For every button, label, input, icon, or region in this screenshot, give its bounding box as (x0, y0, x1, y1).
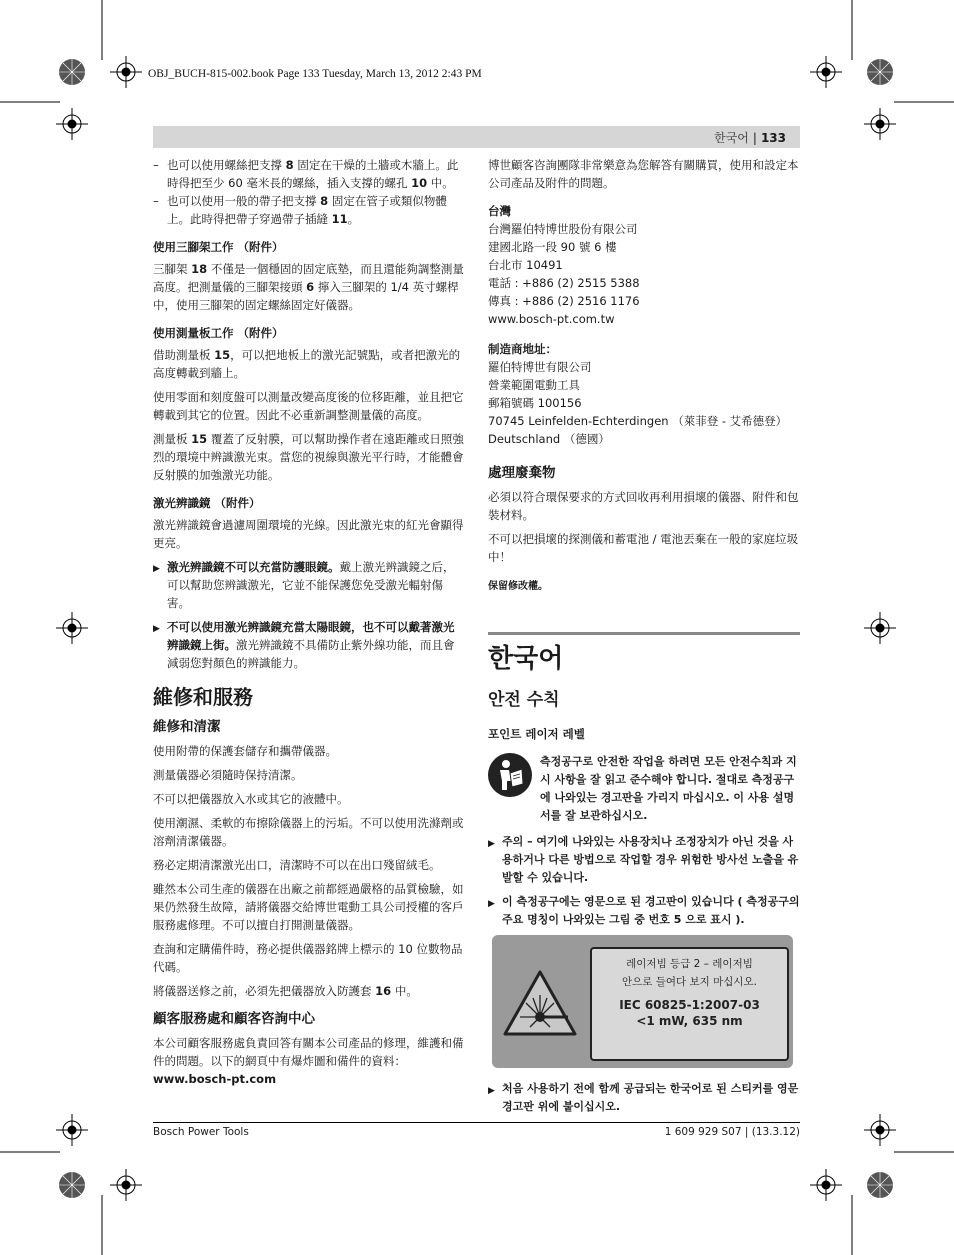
page-number: 133 (760, 131, 786, 145)
warning-item: ▶ 激光辨識鏡不可以充當防護眼鏡。戴上激光辨識鏡之后，可以幫助您辨識激光，它並不能保護您免受激光輻射傷害。 (153, 560, 455, 610)
page-header: 한국어 | 133 (714, 131, 786, 145)
section-title: 維修和服務 (153, 685, 253, 709)
triangle-bullet-icon: ▶ (488, 899, 495, 909)
paragraph: 將儀器送修之前，必須先把儀器放入防護套 16 中。 (153, 984, 418, 998)
laser-warning-sticker (492, 935, 793, 1068)
book-slug: OBJ_BUCH-815-002.book Page 133 Tuesday, March 13, 2012 2:43 PM (148, 68, 482, 80)
section-heading: 激光辨識鏡 （附件） (153, 496, 261, 510)
region-heading: 台灣 (488, 204, 511, 218)
address-line: 70745 Leinfelden-Echterdingen （萊菲登 - 艾希德登） (488, 414, 788, 428)
paragraph: 測量儀器必須隨時保持清潔。 (153, 768, 303, 782)
address-line: 羅伯特博世有限公司 (488, 360, 592, 374)
right-column (488, 156, 800, 1122)
paragraph: 使用附帶的保護套儲存和攜帶儀器。 (153, 744, 337, 758)
warning-text: 측정공구로 안전한 작업을 하려면 모든 안전수칙과 지시 사항을 잘 읽고 준수해야 합니다. 절대로 측정공구에 나와있는 경고판을 가리지 마십시오. 이 사용 설명서를 잘 보관하십시오. (540, 755, 797, 822)
triangle-bullet-icon: ▶ (153, 624, 160, 634)
paragraph: 使用潮濕、柔軟的布擦除儀器上的污垢。不可以使用洗滌劑或溶劑清潔儀器。 (153, 816, 464, 848)
website-link[interactable]: www.bosch-pt.com (153, 1072, 277, 1086)
fax-line: 傳真 : +886 (2) 2516 1176 (488, 294, 640, 308)
section-divider (488, 632, 800, 635)
sticker-label: 레이저빔 등급 2 – 레이저빔 안으로 들여다 보지 마십시오. IEC 60825-1:2007-03 <1 mW, 635 nm (590, 947, 789, 1061)
subject-to-change: 保留修改權。 (488, 581, 548, 592)
footer-divider (153, 1122, 800, 1123)
section-heading: 顧客服務處和顧客咨詢中心 (153, 1011, 315, 1027)
address-line: 台灣羅伯特博世股份有限公司 (488, 222, 638, 236)
language-title: 한국어 (488, 644, 564, 674)
paragraph: 測量板 15 覆蓋了反射膜，可以幫助操作者在遠距離或日照強烈的環境中辨識激光束。當您的視線與激光平行時，才能體會反射膜的加強激光功能。 (153, 432, 464, 482)
section-heading: 使用三腳架工作 （附件） (153, 240, 284, 254)
read-manual-warning (488, 753, 800, 825)
paragraph: 不可以把儀器放入水或其它的液體中。 (153, 792, 349, 806)
footer-doc-number: 1 609 929 S07 | (13.3.12) (664, 1126, 800, 1138)
triangle-bullet-icon: ▶ (488, 1086, 495, 1096)
laser-warning-icon (502, 969, 578, 1037)
address-line: 營業範圍電動工具 (488, 378, 580, 392)
address-line: 郵箱號碼 100156 (488, 396, 582, 410)
list-item: – 也可以使用螺絲把支撐 8 固定在干燥的土牆或木牆上。此時得把至少 60 毫米長的螺絲，插入支撐的螺孔 10 中。 (153, 158, 459, 190)
paragraph: 本公司顧客服務處負責回答有關本公司產品的修理，維護和備件的問題。以下的網頁中有爆炸圖和備件的資料： (153, 1036, 464, 1068)
warning-item: ▶ 처음 사용하기 전에 함께 공급되는 한국어로 된 스티커를 영문 경고판 위에 붙이십시오. (488, 1080, 800, 1116)
paragraph: 使用零面和刻度盤可以測量改變高度後的位移距離，並且把它轉載到其它的位置。因此不必重新調整測量儀的高度。 (153, 390, 464, 422)
region-heading: 制造商地址： (488, 342, 557, 356)
page-header-bar (153, 126, 800, 148)
address-line: 建國北路一段 90 號 6 樓 (488, 240, 617, 254)
website-link[interactable]: www.bosch-pt.com.tw (488, 312, 615, 326)
paragraph: 三腳架 18 不僅是一個穩固的固定底墊，而且還能夠調整測量高度。把測量儀的三腳架接頭 6 擰入三腳架的 1/4 英寸螺桿中，使用三腳架的固定螺絲固定好儀器。 (153, 262, 464, 312)
paragraph: 雖然本公司生產的儀器在出廠之前都經過嚴格的品質檢驗，如果仍然發生故障，請將儀器交給博世電動工具公司授權的客戶服務處修理。不可以擅自打開測量儀器。 (153, 882, 464, 932)
warning-item: ▶ 不可以使用激光辨識鏡充當太陽眼鏡，也不可以戴著激光辨識鏡上街。激光辨識鏡不具備防止紫外線功能，而且會減弱您對顏色的辨識能力。 (153, 620, 455, 670)
section-heading: 處理廢棄物 (488, 465, 556, 481)
section-heading: 포인트 레이저 레벨 (488, 727, 585, 741)
list-item: – 也可以使用一般的帶子把支撐 8 固定在管子或類似物體上。此時得把帶子穿過帶子插縫 11。 (153, 194, 447, 226)
phone-line: 電話 : +886 (2) 2515 5388 (488, 276, 640, 290)
section-title: 안전 수칙 (488, 690, 560, 710)
triangle-bullet-icon: ▶ (488, 839, 495, 849)
section-heading: 使用測量板工作 （附件） (153, 326, 284, 340)
footer-brand: Bosch Power Tools (153, 1126, 249, 1138)
paragraph: 查詢和定購備件時，務必提供儀器銘牌上標示的 10 位數物品代碼。 (153, 942, 463, 974)
address-line: 台北市 10491 (488, 258, 563, 272)
paragraph: 博世顧客咨詢團隊非常樂意為您解答有關購買，使用和設定本公司產品及附件的問題。 (488, 158, 799, 190)
section-heading: 維修和清潔 (153, 719, 221, 735)
header-language: 한국어 (714, 131, 749, 145)
paragraph: 激光辨識鏡會過濾周圍環境的光線。因此激光束的紅光會顯得更亮。 (153, 518, 464, 550)
warning-item: ▶ 주의 – 여기에 나와있는 사용장치나 조정장치가 아닌 것을 사용하거나 다른 방법으로 작업할 경우 위험한 방사선 노출을 유발할 수 있습니다. (488, 833, 800, 887)
paragraph: 借助測量板 15，可以把地板上的激光記號點，或者把激光的高度轉載到牆上。 (153, 348, 461, 380)
warning-item: ▶ 이 측정공구에는 영문으로 된 경고판이 있습니다 ( 측정공구의 주요 명칭이 나와있는 그림 중 번호 5 으로 표시 ). (488, 893, 800, 929)
paragraph: 務必定期清潔激光出口，清潔時不可以在出口殘留絨毛。 (153, 858, 441, 872)
address-line: Deutschland （德國） (488, 432, 610, 446)
paragraph: 必須以符合環保要求的方式回收再利用損壞的儀器、附件和包裝材料。 (488, 490, 799, 522)
read-manual-icon (488, 753, 532, 797)
triangle-bullet-icon: ▶ (153, 564, 160, 574)
paragraph: 不可以把損壞的探測儀和蓄電池 / 電池丟棄在一般的家庭垃圾中！ (488, 532, 799, 564)
left-column (153, 156, 465, 1088)
